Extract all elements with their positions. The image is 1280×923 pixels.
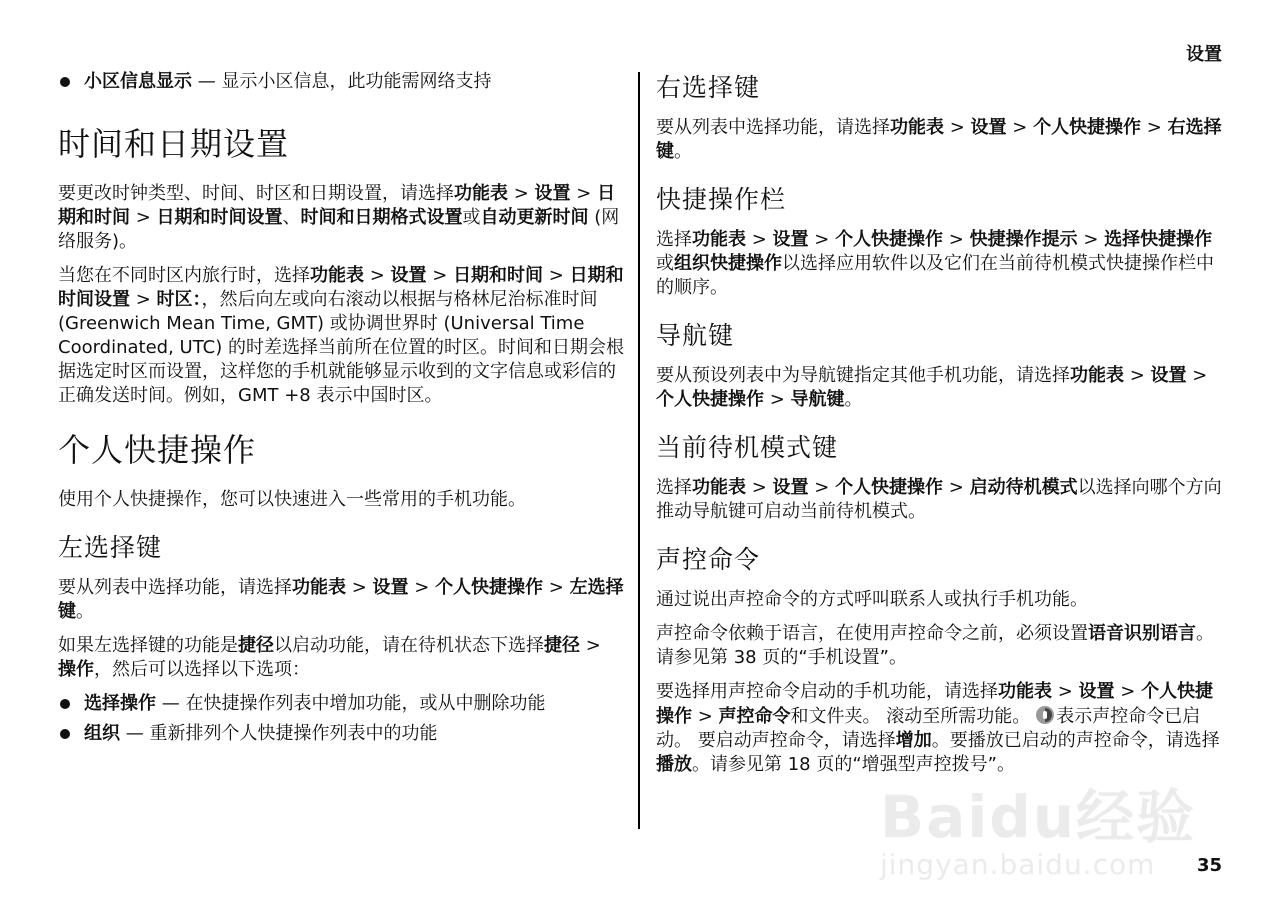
list-item [58,692,624,716]
option-title: 小区信息显示 [84,71,192,92]
option-title: 组织 [84,723,120,744]
right-column [656,70,1222,787]
paragraph: 通过说出声控命令的方式呼叫联系人或执行手机功能。 [656,589,1088,610]
left-column [58,70,624,754]
subsection-heading: 声控命令 [656,545,761,574]
paragraph: 选择功能表 > 设置 > 个人快捷操作 > 启动待机模式以选择向哪个方向推动导航键可启动当前待机模式。 [656,477,1222,522]
option-text: — 重新排列个人快捷操作列表中的功能 [120,723,438,744]
subsection-heading: 导航键 [656,321,735,350]
subsection-heading: 左选择键 [58,533,163,562]
bullet-icon [60,729,70,739]
baidu-watermark [880,770,1210,880]
list-item [58,722,624,746]
watermark-logo: Baidu经验 [880,783,1197,851]
option-text: — 在快捷操作列表中增加功能，或从中删除功能 [156,693,546,714]
option-title: 选择操作 [84,693,156,714]
option-text: — 显示小区信息，此功能需网络支持 [192,71,492,92]
watermark-url: jingyan.baidu.com [880,848,1156,881]
voice-command-icon [1034,704,1056,726]
column-divider [638,72,640,829]
options-list [58,692,624,746]
paragraph: 要更改时钟类型、时间、时区和日期设置，请选择功能表 > 设置 > 日期和时间 > 日期和时间设置、时间和日期格式设置或自动更新时间 (网络服务)。 [58,183,620,252]
section-heading: 时间和日期设置 [58,125,290,163]
subsection-heading: 当前待机模式键 [656,433,839,462]
paragraph: 要选择用声控命令启动的手机功能，请选择功能表 > 设置 > 个人快捷操作 > 声控命令和文件夹。 滚动至所需功能。 表示声控命令已启动。 要启动声控命令，请选择增加。要播放已启动的声控命令，请选择播放。请参见第 18 页的“增强型声控拨号”。 [656,681,1220,775]
page-number: 35 [1196,855,1222,876]
paragraph: 声控命令依赖于语言，在使用声控命令之前，必须设置语音识别语言。 请参见第 38 页的“手机设置”。 [656,623,1214,668]
bullet-icon [60,699,70,709]
paragraph: 使用个人快捷操作，您可以快速进入一些常用的手机功能。 [58,489,526,510]
paragraph: 如果左选择键的功能是捷径以启动功能，请在待机状态下选择捷径 > 操作，然后可以选择以下选项： [58,635,601,680]
subsection-heading: 快捷操作栏 [656,185,787,214]
cell-info-list [58,70,624,94]
bullet-icon [60,77,70,87]
running-header: 设置 [1186,44,1222,65]
paragraph: 选择功能表 > 设置 > 个人快捷操作 > 快捷操作提示 > 选择快捷操作或组织快捷操作以选择应用软件以及它们在当前待机模式快捷操作栏中的顺序。 [656,229,1214,298]
list-item [58,70,624,94]
paragraph: 要从列表中选择功能，请选择功能表 > 设置 > 个人快捷操作 > 右选择键。 [656,117,1222,162]
section-heading: 个人快捷操作 [58,431,257,469]
paragraph: 要从预设列表中为导航键指定其他手机功能，请选择功能表 > 设置 > 个人快捷操作 > 导航键。 [656,365,1208,410]
paragraph: 当您在不同时区内旅行时，选择功能表 > 设置 > 日期和时间 > 日期和时间设置 > 时区：，然后向左或向右滚动以根据与格林尼治标准时间 (Greenwich Mean Time, GMT) 或协调世界时 (Universal Time Coordinated, UTC) 的时差选择当前所在位置的时区。时间和日期会根据选定时区而设置，这样您的手机就能够显示收到的文字信息或彩信的正确发送时间。例如，GMT +8 表示中国时区。 [58,265,624,406]
paragraph: 要从列表中选择功能，请选择功能表 > 设置 > 个人快捷操作 > 左选择键。 [58,577,624,622]
subsection-heading: 右选择键 [656,73,761,102]
